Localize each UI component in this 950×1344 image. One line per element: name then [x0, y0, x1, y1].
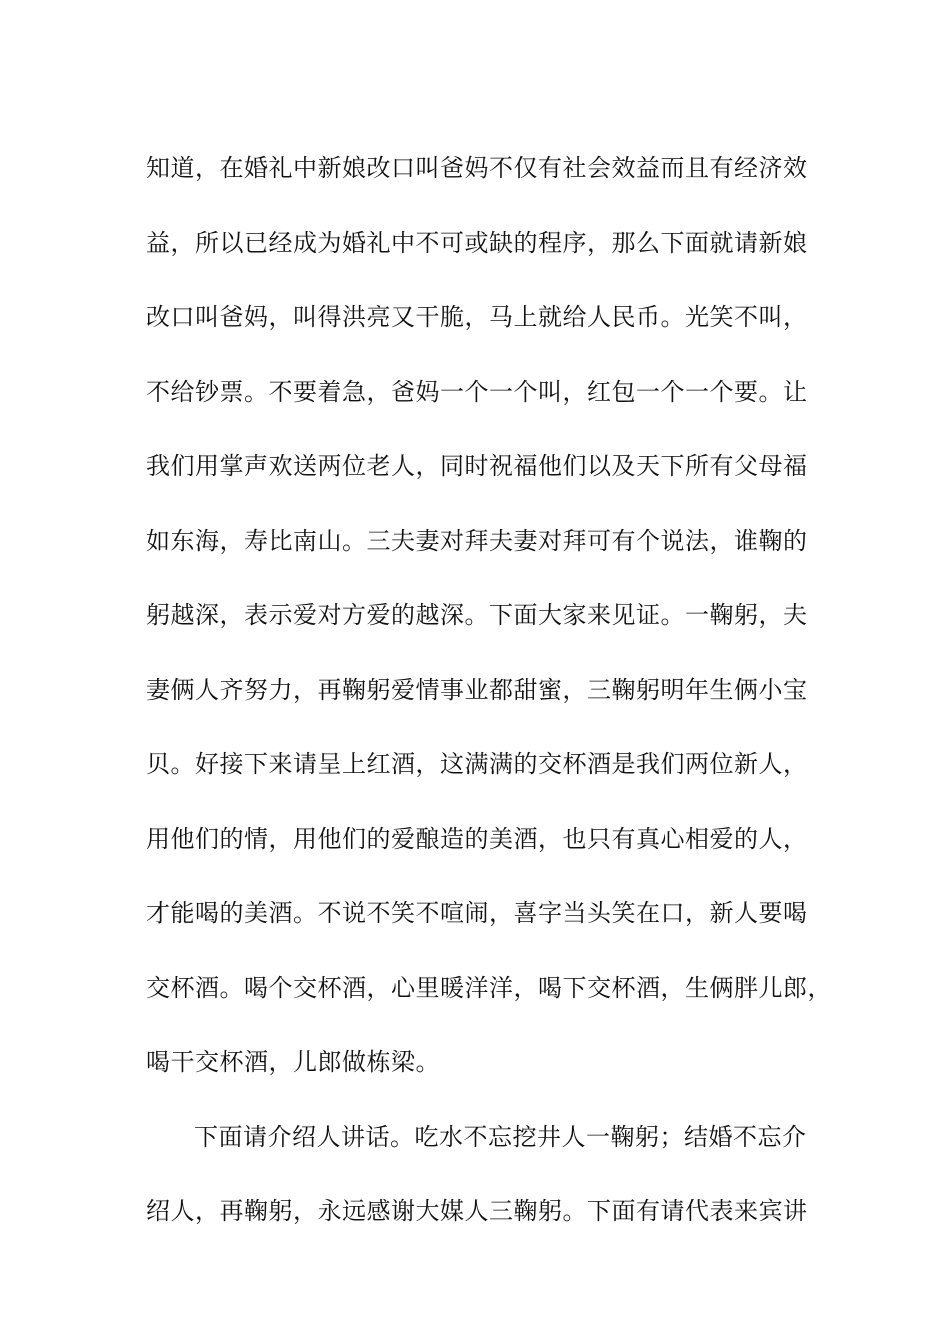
text-line: 喝干交杯酒，儿郎做栋梁。: [146, 1048, 440, 1076]
text-line: 绍人，再鞠躬，永远感谢大媒人三鞠躬。下面有请代表来宾讲: [146, 1197, 808, 1225]
text-line: 改口叫爸妈，叫得洪亮又干脆，马上就给人民币。光笑不叫，: [146, 303, 808, 331]
document-body: [146, 131, 832, 1249]
text-line: 我们用掌声欢送两位老人，同时祝福他们以及天下所有父母福: [146, 452, 808, 480]
text-line: 用他们的情，用他们的爱酿造的美酒，也只有真心相爱的人，: [146, 824, 808, 853]
text-line: 才能喝的美酒。不说不笑不喧闹，喜字当头笑在口，新人要喝: [146, 899, 808, 927]
paragraph-first-line: 下面请介绍人讲话。吃水不忘挖井人一鞠躬；结婚不忘介: [194, 1122, 807, 1151]
text-line: 妻俩人齐努力，再鞠躬爱情事业都甜蜜，三鞠躬明年生俩小宝: [146, 675, 808, 704]
text-line: 不给钞票。不要着急，爸妈一个一个叫，红包一个一个要。让: [146, 377, 808, 406]
text-line: 益，所以已经成为婚礼中不可或缺的程序，那么下面就请新娘: [146, 228, 808, 257]
text-line: 如东海，寿比南山。三夫妻对拜夫妻对拜可有个说法，谁鞠的: [146, 526, 808, 555]
text-line: 知道，在婚礼中新娘改口叫爸妈不仅有社会效益而且有经济效: [146, 154, 808, 182]
text-line: 交杯酒。喝个交杯酒，心里暖洋洋，喝下交杯酒，生俩胖儿郎，: [146, 973, 832, 1002]
text-line: 贝。好接下来请呈上红酒，这满满的交杯酒是我们两位新人，: [146, 750, 808, 778]
text-line: 躬越深，表示爱对方爱的越深。下面大家来见证。一鞠躬，夫: [146, 601, 808, 629]
